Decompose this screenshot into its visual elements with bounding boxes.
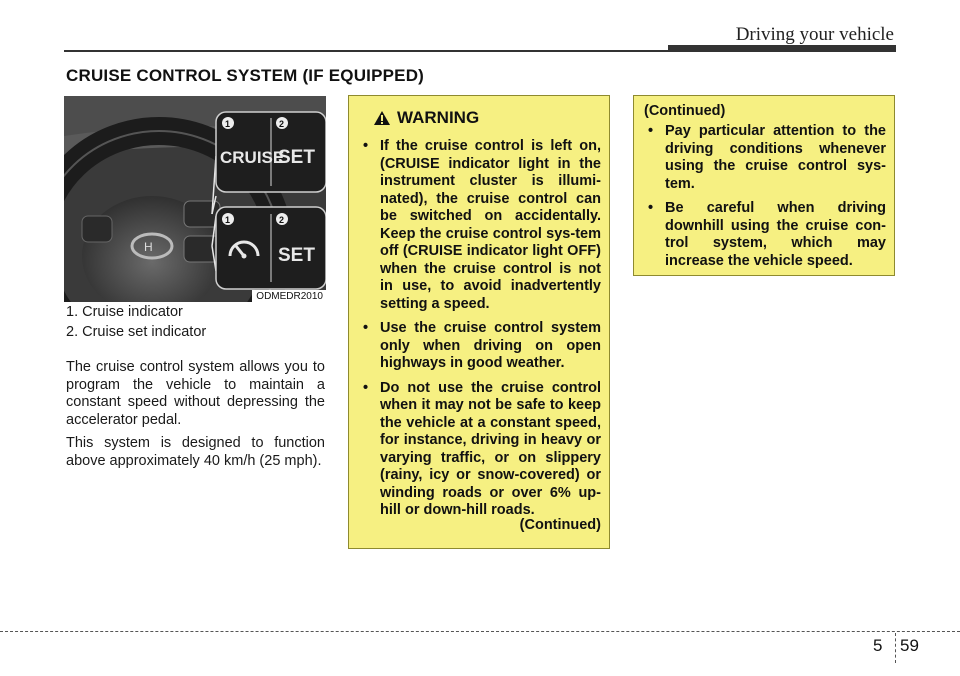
warning-item: • Use the cruise control system only when driving on open highways in good weather.: [359, 320, 601, 373]
steering-wheel-illustration: [64, 96, 326, 302]
marker-2-bottom: 2: [279, 215, 285, 225]
set-button-label-top: SET: [278, 147, 315, 168]
warning-continued: (Continued): [519, 517, 601, 533]
footer-page-number: 59: [900, 636, 919, 655]
steering-wheel-photo: [64, 96, 326, 302]
cruise-button-label: CRUISE: [220, 148, 285, 167]
footer-divider: [895, 633, 896, 663]
warning-heading: [373, 108, 479, 128]
page-title: CRUISE CONTROL SYSTEM (IF EQUIPPED): [66, 66, 425, 85]
warning-item: • If the cruise control is left on, (CRUISE indicator light in the instrument cluster is illumi-nated), the cruise control can be switched on accidentally. Keep the cruise control sys-tem off (CRUISE indicator light OFF) when the cruise control is not in use, to avoid inadvertently setting a speed.: [359, 138, 601, 313]
continued-item: • Be careful when driving downhill using the cruise con-trol system, which may increase the vehicle speed.: [644, 200, 886, 270]
continued-item: • Pay particular attention to the driving conditions whenever using the cruise control sys-tem.: [644, 123, 886, 193]
continued-box: [633, 95, 895, 276]
caption-cruise-indicator: 1. Cruise indicator: [66, 304, 183, 320]
warning-triangle-icon: [373, 110, 391, 126]
footer-rule: [0, 631, 960, 632]
marker-2-top: 2: [279, 119, 285, 129]
marker-1-bottom: 1: [225, 215, 231, 225]
continued-heading: (Continued): [644, 103, 726, 119]
set-button-label-bottom: SET: [278, 245, 315, 266]
header-bar: [668, 45, 896, 52]
header-section-title: Driving your vehicle: [735, 24, 894, 45]
body-paragraph: This system is designed to function above approximately 40 km/h (25 mph).: [66, 435, 325, 469]
caption-cruise-set-indicator: 2. Cruise set indicator: [66, 324, 207, 340]
warning-list: [359, 138, 601, 527]
marker-1-top: 1: [225, 119, 231, 129]
figure-code: ODMEDR2010: [252, 290, 326, 302]
svg-text:H: H: [144, 240, 153, 254]
footer-chapter-number: 5: [873, 636, 883, 655]
warning-item: • Do not use the cruise control when it may not be safe to keep the vehicle at a constant speed, for instance, driving in heavy or varying traffic, or on slippery (rainy, icy or snow-covered) or winding roads or over 6% up-hill or down-hill roads.: [359, 380, 601, 520]
header-rule: [64, 50, 668, 52]
continued-list: [644, 123, 886, 277]
warning-box: [348, 95, 610, 549]
warning-title: WARNING: [397, 108, 480, 127]
body-paragraph: The cruise control system allows you to program the vehicle to maintain a constant speed without depressing the accelerator pedal.: [66, 359, 325, 428]
